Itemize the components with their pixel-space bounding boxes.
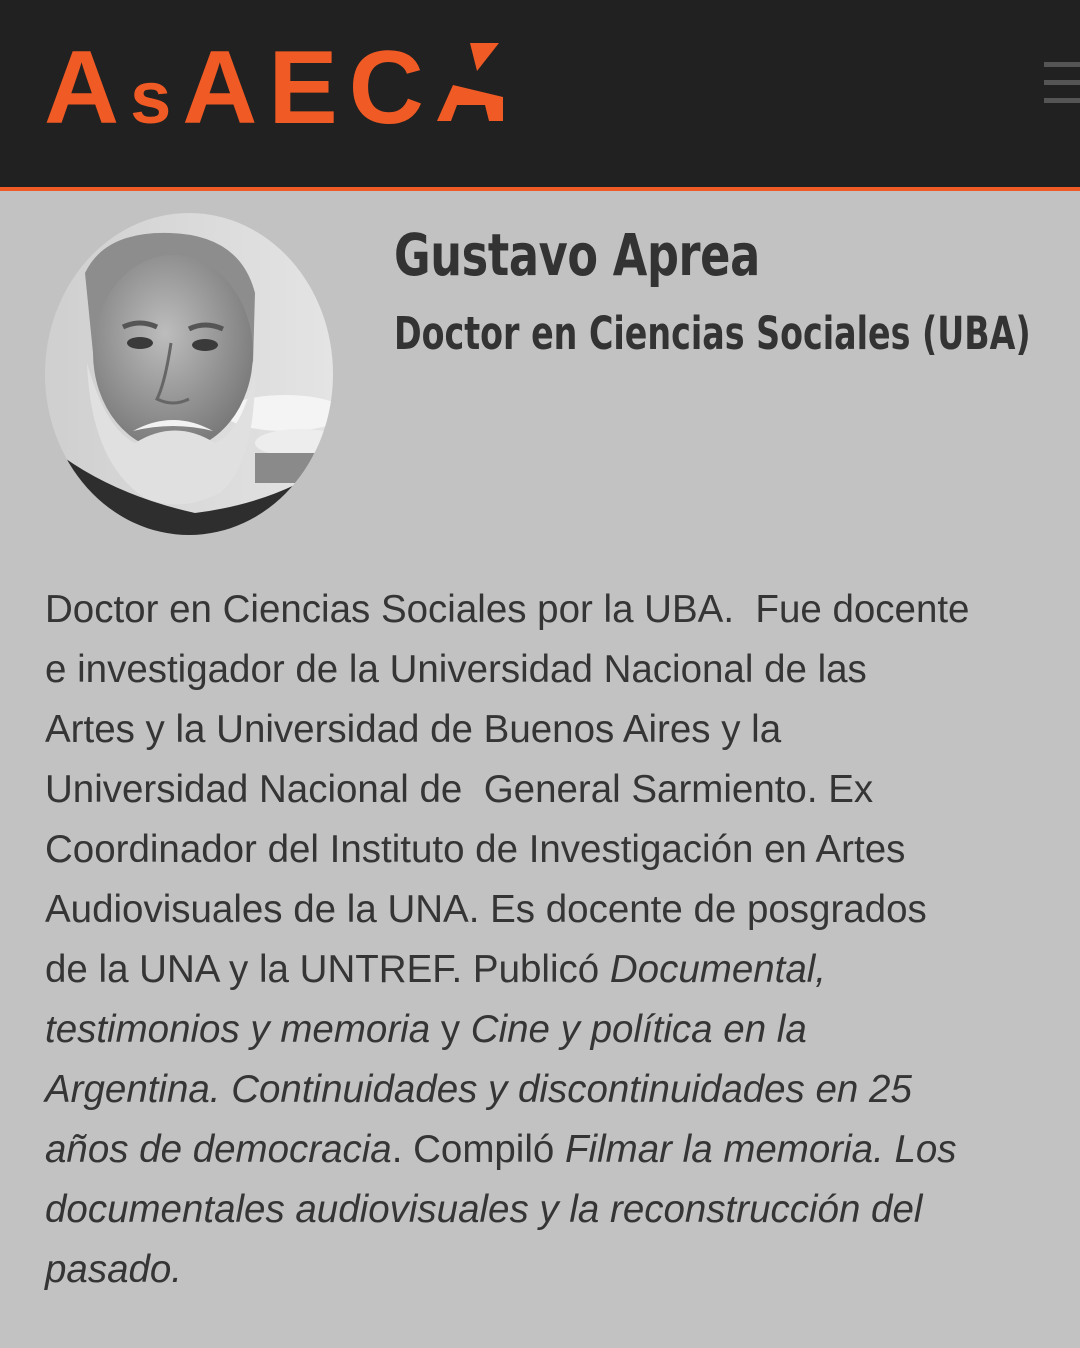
- logo-letter-a-shape: [437, 41, 503, 123]
- bio-italic-text: Documental,: [609, 948, 827, 991]
- bio-line: [45, 1240, 1045, 1300]
- bio-line: [45, 1120, 1045, 1180]
- bio-line: [45, 940, 1045, 1000]
- bio-italic-text: testimonios y memoria: [45, 1008, 431, 1051]
- profile-photo: [45, 213, 333, 535]
- bio-line: [45, 580, 1045, 640]
- bio-italic-text: años de democracia: [45, 1128, 392, 1171]
- bio-text: Audiovisuales de la UNA. Es docente de posgrados: [45, 888, 927, 931]
- bio-line: [45, 880, 1045, 940]
- profile-title: Doctor en Ciencias Sociales (UBA): [394, 307, 1031, 360]
- bio-italic-text: Filmar la memoria. Los: [565, 1128, 957, 1171]
- bio-italic-text: pasado.: [45, 1248, 183, 1291]
- asaeca-logo[interactable]: AsAEC: [44, 36, 503, 150]
- top-navigation-bar: [0, 0, 1080, 191]
- bio-italic-text: documentales audiovisuales y la reconstrucción del: [45, 1188, 923, 1231]
- biography-text: [45, 580, 1045, 1300]
- bio-line: [45, 1180, 1045, 1240]
- bio-line: [45, 820, 1045, 880]
- hamburger-menu-icon[interactable]: [1044, 62, 1080, 106]
- bio-text: Artes y la Universidad de Buenos Aires y la: [45, 708, 782, 751]
- bio-italic-text: Argentina. Continuidades y discontinuidades en 25: [45, 1068, 912, 1111]
- bio-text: Doctor en Ciencias Sociales por la UBA. Fue docente: [45, 588, 970, 631]
- bio-text: Coordinador del Instituto de Investigación en Artes: [45, 828, 906, 871]
- bio-line: [45, 700, 1045, 760]
- bio-line: [45, 760, 1045, 820]
- bio-text: e investigador de la Universidad Nacional de las: [45, 648, 867, 691]
- bio-text: y: [430, 1008, 471, 1051]
- bio-text: de la UNA y la UNTREF. Publicó: [45, 948, 610, 991]
- bio-text: Universidad Nacional de General Sarmiento. Ex: [45, 768, 874, 811]
- bio-line: [45, 1060, 1045, 1120]
- bio-line: [45, 1000, 1045, 1060]
- bio-text: . Compiló: [391, 1128, 566, 1171]
- profile-name: Gustavo Aprea: [394, 221, 760, 289]
- bio-line: [45, 640, 1045, 700]
- bio-italic-text: Cine y política en la: [470, 1008, 807, 1051]
